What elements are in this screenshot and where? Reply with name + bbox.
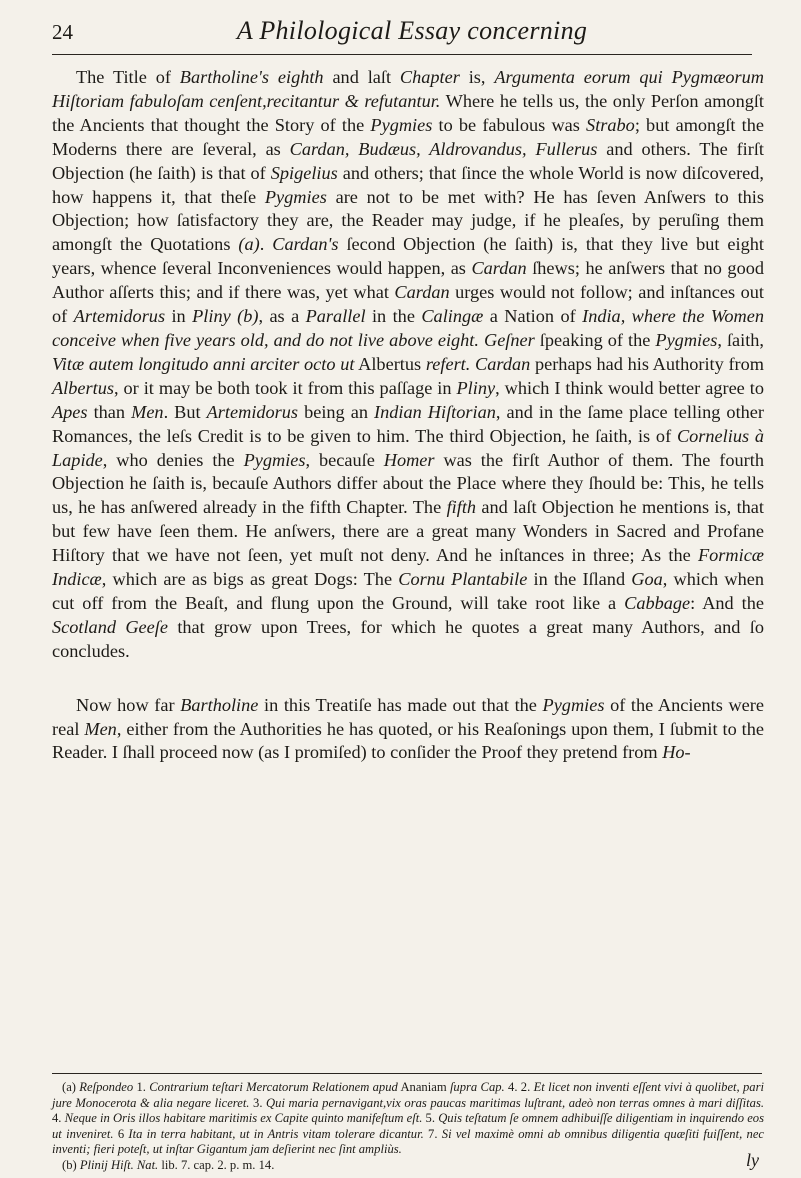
text-run: than [87,401,132,422]
text-run: and others; that ſince the whole World is now diſcovered, how happens it, that theſe [52,162,764,207]
italic-run: Homer [383,449,435,470]
text-run: to be fabulous was [432,114,587,135]
italic-run: Chapter [399,67,460,87]
page-number: 24 [52,20,73,44]
italic-run: Pygmies [542,694,605,715]
footnotes [52,1080,764,1174]
italic-run: Si vel maximè omni ab omnibus diligentia quæſiti fuiſſent, nec inventi; fieri poteſt, ut inſtar Gigantum jam deſierint nec ſint ampliùs. [52,1126,764,1157]
italic-run: Bartholine [180,694,259,715]
italic-run: Calingæ [421,306,484,327]
italic-run: Pliny (b) [192,306,259,327]
text-run: . But [163,401,207,422]
text-run: 6 [113,1126,129,1141]
text-run: Albertus [354,353,426,374]
italic-run: Artemidorus [206,401,299,422]
text-run: : And the [690,592,764,613]
footnote-rule [52,1073,762,1074]
text-run: are not to be met with? He has ſeven Anſwers to this Objection; how ſatisfactory they are, the Reader may judge, if he pleaſes, by peruſing them amongſt the Quotations [52,186,764,255]
italic-run: Vitæ autem longitudo anni arciter octo ut [52,353,355,374]
text-run: ſecond Objection (he ſaith) is, that they live but eight years, whence ſeveral Inconveniences would happen, as [52,234,764,279]
italic-run: India, where the Women conceive when five years old, and do not live above eight. Geſner [52,306,765,350]
text-run: and others. The firſt Objection (he ſaith) is that of [52,138,764,183]
italic-run: Cardan [471,258,527,279]
text-run: , as a [258,306,306,327]
italic-run: Ho- [662,742,691,763]
italic-run: Strabo [586,114,635,135]
italic-run: Goa [631,569,663,590]
text-run: ſpeaking of the [534,329,656,350]
italic-run: Ita in terra habitant, ut in Antris vitam tolerare dicantur. [128,1126,424,1141]
text-run: and laſt Objection he mentions is, that but few have ſeen them. He anſwers, there are a great many Wonders in Sacred and Profane Hiſtory that we have not ſeen, yet muſt not deny. And he inſtances in three; As the [52,497,764,566]
italic-run: Neque in Oris illos habitare maritimis ex Capite quinto manifeſtum eſt. [64,1111,423,1126]
page-header [52,10,772,52]
italic-run: ſupra Cap. [449,1080,505,1094]
text-run: of the Ancients were real [52,694,765,739]
text-run: perhaps had his Authority from [530,353,764,374]
italic-run: refert. Cardan [425,353,531,374]
italic-run: Et licet non inventi eſſent vivi à quolibet, pari jure Monocerota & alia negare liceret. [52,1080,764,1110]
text-run: was the firſt Author of them. The fourth Objection he ſaith is, becauſe Authors differ about the Place where they ſhould be: This, he tells us, he has anſwered already in the fifth Chapter. The [52,449,764,518]
text-run: is, [459,67,495,87]
italic-run: Pygmies [655,329,718,350]
text-run: that grow upon Trees, for which he quotes a great many Authors, and ſo concludes. [52,616,764,661]
running-head: A Philological Essay concerning [236,16,588,45]
italic-run: Qui maria pernavigant,vix oras paucas maritimas luſtrant, adeò non terras omnes à mari diſſitas. [266,1095,764,1110]
italic-run: Cardan [394,282,450,303]
text-run: Where he tells us, the only Perſon amongſt the Ancients that thought the Story of the [52,90,765,135]
text-run: ; but amongſt the Moderns there are ſeveral, as [52,114,764,159]
italic-run: Spigelius [270,162,338,183]
italic-run: Pygmies [264,186,327,207]
italic-run: Argumenta eorum qui Pygmæorum Hiſtoriam fabuloſam cenſent,recitantur & refutantur. [52,67,765,111]
text-run: . [259,234,273,255]
text-run: 1. [133,1080,150,1094]
italic-run: (a) [238,234,260,255]
text-run: (a) [62,1080,80,1094]
italic-run: Artemidorus [73,306,166,327]
text-run: in this Treatiſe has made out that the [258,694,543,715]
paragraph [52,66,764,664]
footnote [52,1080,764,1158]
italic-run: Pliny [456,377,496,398]
italic-run: fifth [446,497,477,518]
footnote [52,1158,764,1174]
text-run: , and in the ſame place telling other Romances, the leſs Credit is to be given to him. The third Objection, he ſaith, is of [52,401,764,446]
italic-run: Parallel [305,306,366,327]
text-run: , which when cut off from the Beaſt, and flung upon the Ground, will take root like a [52,569,764,613]
text-run: and laſt [323,67,400,87]
italic-run: Men [84,718,117,739]
catchword: ly [746,1150,759,1170]
text-run: Now how far [76,694,181,715]
paragraph [52,694,764,766]
italic-run: Cornu Plantabile [398,569,528,590]
italic-run: Reſpondeo [79,1080,134,1094]
italic-run: Apes [52,401,88,422]
body-text [52,66,764,765]
header-rule [52,54,752,55]
text-run: , ſaith, [717,329,765,350]
text-run: ſhews; he anſwers that no good Author aſſerts this; and if there was, yet what [52,258,764,303]
text-run: , or it may be both took it from this paſſage in [113,377,457,398]
italic-run: Cardan, Budæus, Aldrovandus, Fullerus [289,138,598,159]
text-run: , becauſe [305,449,384,470]
text-run: 4. 2. [504,1080,534,1094]
italic-run: Contrarium teſtari Mercatorum Relationem apud [149,1080,398,1094]
italic-run: Formicæ Indicæ [52,545,764,590]
italic-run: Cornelius à Lapide [52,425,764,470]
text-run: , who denies the [102,449,244,470]
italic-run: Cardan's [272,234,339,255]
text-run: in [165,306,193,327]
italic-run: Cabbage [624,592,691,613]
text-run: in the Iſland [527,569,632,590]
text-run: lib. 7. cap. 2. p. m. 14. [158,1157,275,1172]
text-run: 4. [52,1111,65,1126]
text-run: 7. [423,1126,442,1141]
italic-run: Indian Hiſtorian [374,401,496,422]
text-run: (b) [62,1157,80,1172]
text-run: being an [298,401,375,422]
italic-run: Scotland Geeſe [52,616,168,637]
text-run: , either from the Authorities he has quoted, or his Reaſonings upon them, I ſubmit to the Reader. I ſhall proceed now (as I promiſed) to conſider the Proof they pretend from [52,718,765,763]
italic-run: Bartholine's eighth [179,67,324,87]
text-run: , which are as bigs as great Dogs: The [101,569,399,590]
text-run: urges would not follow; and inſtances out of [52,282,764,327]
italic-run: Men [131,401,164,422]
text-run: The Title of [76,67,180,87]
italic-run: Albertus [52,377,114,398]
text-run: Ananiam [397,1080,450,1094]
italic-run: Pygmies [370,114,433,135]
italic-run: Pygmies [243,449,306,470]
text-run: 3. [249,1095,267,1110]
text-run: 5. [422,1111,439,1126]
text-run: in the [365,306,422,327]
text-run: a Nation of [483,306,583,327]
italic-run: Quis teſtatum ſe omnem adhibuiſſe diligentiam in inquirendo eos ut inveniret. [52,1111,764,1141]
italic-run: Plinij Hiſt. Nat. [79,1157,159,1172]
text-run: , which I think would better agree to [495,377,764,398]
